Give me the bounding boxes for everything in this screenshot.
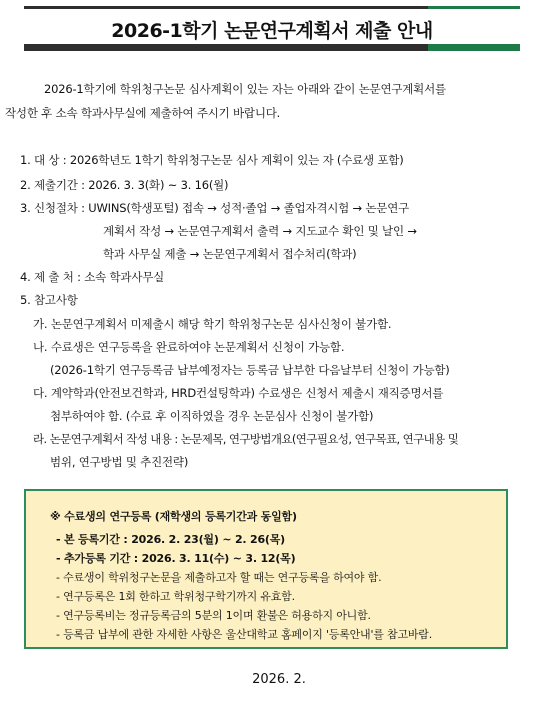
item-procedure-cont-1: 계획서 작성 → 논문연구계획서 출력 → 지도교수 확인 및 날인 → (103, 224, 417, 238)
item-submit-to: 4. 제 출 처 : 소속 학과사무실 (20, 270, 165, 284)
title-top-accent (428, 6, 520, 9)
box-line-once: - 연구등록은 1회 한하고 학위청구학기까지 유효함. (56, 590, 295, 603)
box-heading: ※ 수료생의 연구등록 (재학생의 등록기간과 동일함) (50, 510, 297, 523)
title-bottom-accent (428, 44, 520, 51)
item-procedure: 3. 신청절차 : UWINS(학생포털) 접속 → 성적·졸업 → 졸업자격시험 → 논문연구 (20, 201, 410, 215)
item-target: 1. 대 상 : 2026학년도 1학기 학위청구논문 심사 계획이 있는 자 (수료생 포함) (20, 153, 404, 167)
box-extra-period: - 추가등록 기간 : 2026. 3. 11(수) ~ 3. 12(목) (56, 552, 296, 565)
box-main-period: - 본 등록기간 : 2026. 2. 23(월) ~ 2. 26(목) (56, 533, 286, 546)
item-notes-heading: 5. 참고사항 (20, 293, 78, 307)
box-line-homepage: - 등록금 납부에 관한 자세한 사항은 울산대학교 홈페이지 '등록안내'를 참고바람. (56, 628, 433, 641)
intro-line-2: 작성한 후 소속 학과사무실에 제출하여 주시기 바랍니다. (5, 106, 281, 120)
note-ga: 가. 논문연구계획서 미제출시 해당 학기 학위청구논문 심사신청이 불가함. (33, 317, 392, 331)
page-title: 2026-1학기 논문연구계획서 제출 안내 (111, 20, 433, 42)
item-period: 2. 제출기간 : 2026. 3. 3(화) ~ 3. 16(월) (20, 178, 229, 192)
note-da: 다. 계약학과(안전보건학과, HRD컨설팅학과) 수료생은 신청서 제출시 재직증명서를 (33, 386, 444, 400)
intro-line-1: 2026-1학기에 학위청구논문 심사계획이 있는 자는 아래와 같이 논문연구계획서를 (44, 82, 446, 96)
note-na-detail: (2026-1학기 연구등록금 납부예정자는 등록금 납부한 다음날부터 신청이 가능함) (50, 363, 450, 377)
box-line-register-required: - 수료생이 학위청구논문을 제출하고자 할 때는 연구등록을 하여야 함. (56, 571, 382, 584)
note-ra-cont: 범위, 연구방법 및 추진전략) (50, 455, 189, 469)
note-ra: 라. 논문연구계획서 작성 내용 : 논문제목, 연구방법개요(연구필요성, 연구목표, 연구내용 및 (33, 432, 459, 446)
box-line-fee: - 연구등록비는 정규등록금의 5분의 1이며 환불은 허용하지 아니함. (56, 609, 371, 622)
title-block (24, 6, 520, 52)
research-registration-box (24, 489, 508, 649)
notice-date: 2026. 2. (252, 672, 306, 687)
note-da-cont: 첨부하여야 함. (수료 후 이직하였을 경우 논문심사 신청이 불가함) (50, 409, 374, 423)
note-na: 나. 수료생은 연구등록을 완료하여야 논문계획서 신청이 가능함. (33, 340, 345, 354)
item-procedure-cont-2: 학과 사무실 제출 → 논문연구계획서 접수처리(학과) (103, 247, 357, 261)
